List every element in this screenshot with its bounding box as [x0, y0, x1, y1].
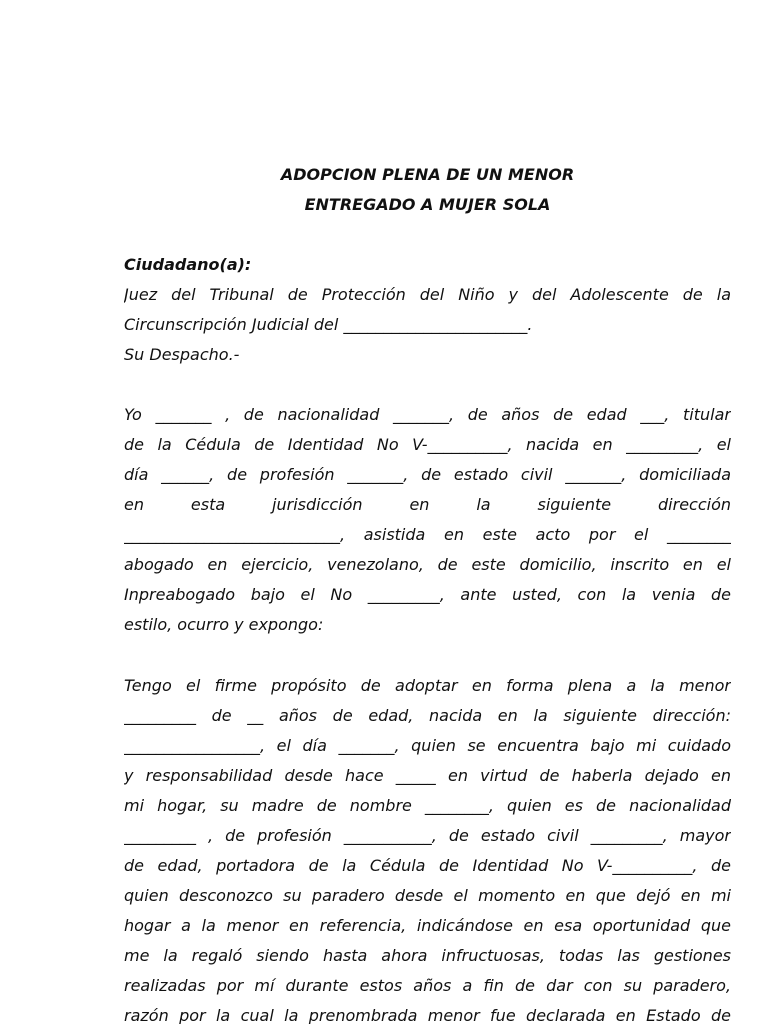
title-line-2: ENTREGADO A MUJER SOLA: [304, 195, 551, 214]
paragraph-line: abogado en ejercicio, venezolano, de este domicilio, inscrito en el: [124, 555, 731, 574]
paragraph-line: mi hogar, su madre de nombre ________, quien es de nacionalidad: [124, 796, 731, 815]
paragraph-line: quien desconozco su paradero desde el momento en que dejó en mi: [124, 886, 731, 905]
title-line-1: ADOPCION PLENA DE UN MENOR: [280, 165, 575, 184]
address-block: [124, 250, 731, 370]
paragraph-line: Yo _______ , de nacionalidad _______, de años de edad ___, titular: [124, 405, 731, 424]
paragraph-line: ___________________________, asistida en este acto por el ________: [124, 525, 731, 544]
paragraph-line: _________________, el día _______, quien se encuentra bajo mi cuidado: [124, 736, 731, 755]
paragraph-line: razón por la cual la prenombrada menor fue declarada en Estado de: [124, 1006, 731, 1024]
address-line: Juez del Tribunal de Protección del Niño y del Adolescente de la: [124, 285, 731, 304]
paragraph-line: en esta jurisdicción en la siguiente dirección: [124, 495, 731, 514]
paragraph-line: Tengo el firme propósito de adoptar en forma plena a la menor: [124, 676, 731, 695]
salutation: Ciudadano(a):: [124, 255, 252, 274]
paragraph-line: _________ de __ años de edad, nacida en la siguiente dirección:: [124, 706, 731, 725]
paragraph-2: [124, 671, 731, 1024]
paragraph-line: día ______, de profesión _______, de estado civil _______, domiciliada: [124, 465, 731, 484]
document-title: [124, 160, 731, 220]
paragraph-line: de edad, portadora de la Cédula de Identidad No V-__________, de: [124, 856, 731, 875]
paragraph-line: realizadas por mí durante estos años a fin de dar con su paradero,: [124, 976, 731, 995]
paragraph-line: de la Cédula de Identidad No V-__________, nacida en _________, el: [124, 435, 731, 454]
address-line: Circunscripción Judicial del _______________________.: [124, 315, 533, 334]
paragraph-1: [124, 400, 731, 640]
paragraph-line: me la regaló siendo hasta ahora infructuosas, todas las gestiones: [124, 946, 731, 965]
paragraph-line: _________ , de profesión ___________, de estado civil _________, mayor: [124, 826, 731, 845]
address-line: Su Despacho.-: [124, 345, 240, 364]
paragraph-line: y responsabilidad desde hace _____ en virtud de haberla dejado en: [124, 766, 731, 785]
paragraph-line: Inpreabogado bajo el No _________, ante usted, con la venia de: [124, 585, 731, 604]
paragraph-line: estilo, ocurro y expongo:: [124, 615, 324, 634]
paragraph-line: hogar a la menor en referencia, indicándose en esa oportunidad que: [124, 916, 731, 935]
